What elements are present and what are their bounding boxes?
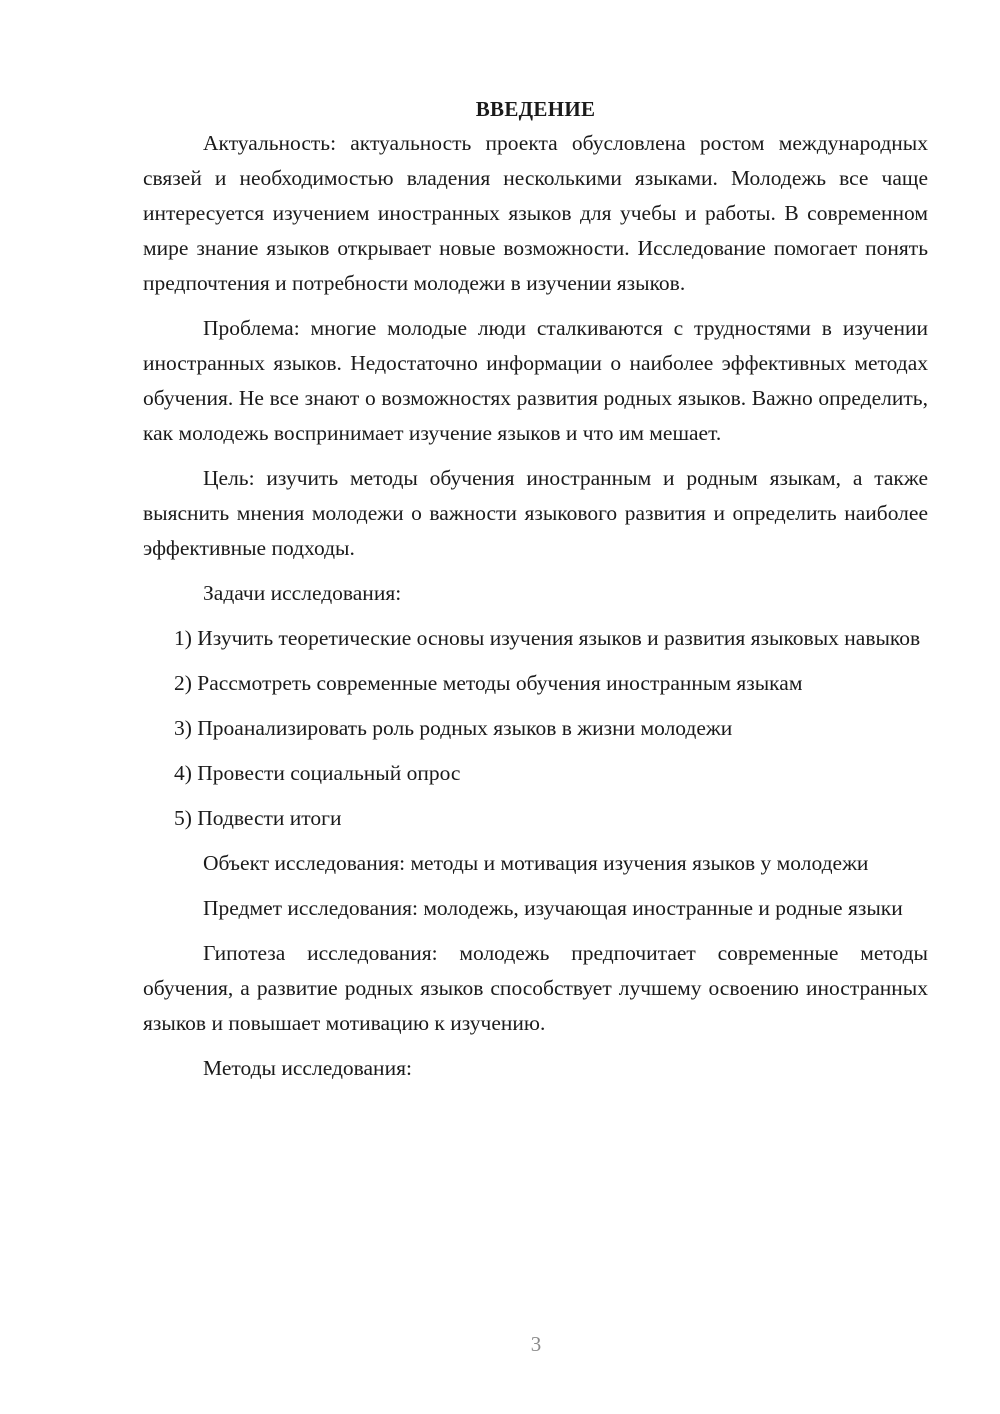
list-item: 1) Изучить теоретические основы изучения языков и развития языковых навыков <box>174 626 921 650</box>
subject-paragraph: Предмет исследования: молодежь, изучающая иностранные и родные языки <box>203 896 903 920</box>
goal-paragraph: Цель: изучить методы обучения иностранным и родным языкам, а также выяснить мнения молодежи о важности языкового развития и определить наиболее эффективные подходы. <box>143 466 928 560</box>
section-title: ВВЕДЕНИЕ <box>475 97 596 121</box>
list-item: 2) Рассмотреть современные методы обучения иностранным языкам <box>174 671 803 695</box>
list-item: 3) Проанализировать роль родных языков в жизни молодежи <box>174 716 733 740</box>
methods-heading: Методы исследования: <box>203 1056 412 1080</box>
relevance-paragraph: Актуальность: актуальность проекта обусловлена ростом международных связей и необходимостью владения несколькими языками. Молодежь все чаще интересуется изучением иностранных языков для учебы и работы. В современном мире знание языков открывает новые возможности. Исследование помогает понять предпочтения и потребности молодежи в изучении языков. <box>143 131 928 295</box>
object-paragraph: Объект исследования: методы и мотивация изучения языков у молодежи <box>203 851 869 875</box>
tasks-heading: Задачи исследования: <box>203 581 402 605</box>
page-number: 3 <box>530 1332 542 1356</box>
list-item: 5) Подвести итоги <box>174 806 342 830</box>
hypothesis-paragraph: Гипотеза исследования: молодежь предпочитает современные методы обучения, а развитие родных языков способствует лучшему освоению иностранных языков и повышает мотивацию к изучению. <box>143 941 928 1035</box>
tasks-list <box>143 621 928 836</box>
list-item: 4) Провести социальный опрос <box>174 761 461 785</box>
document-page <box>143 92 928 1086</box>
problem-paragraph: Проблема: многие молодые люди сталкиваются с трудностями в изучении иностранных языков. Недостаточно информации о наиболее эффективных методах обучения. Не все знают о возможностях развития родных языков. Важно определить, как молодежь воспринимает изучение языков и что им мешает. <box>143 316 928 445</box>
